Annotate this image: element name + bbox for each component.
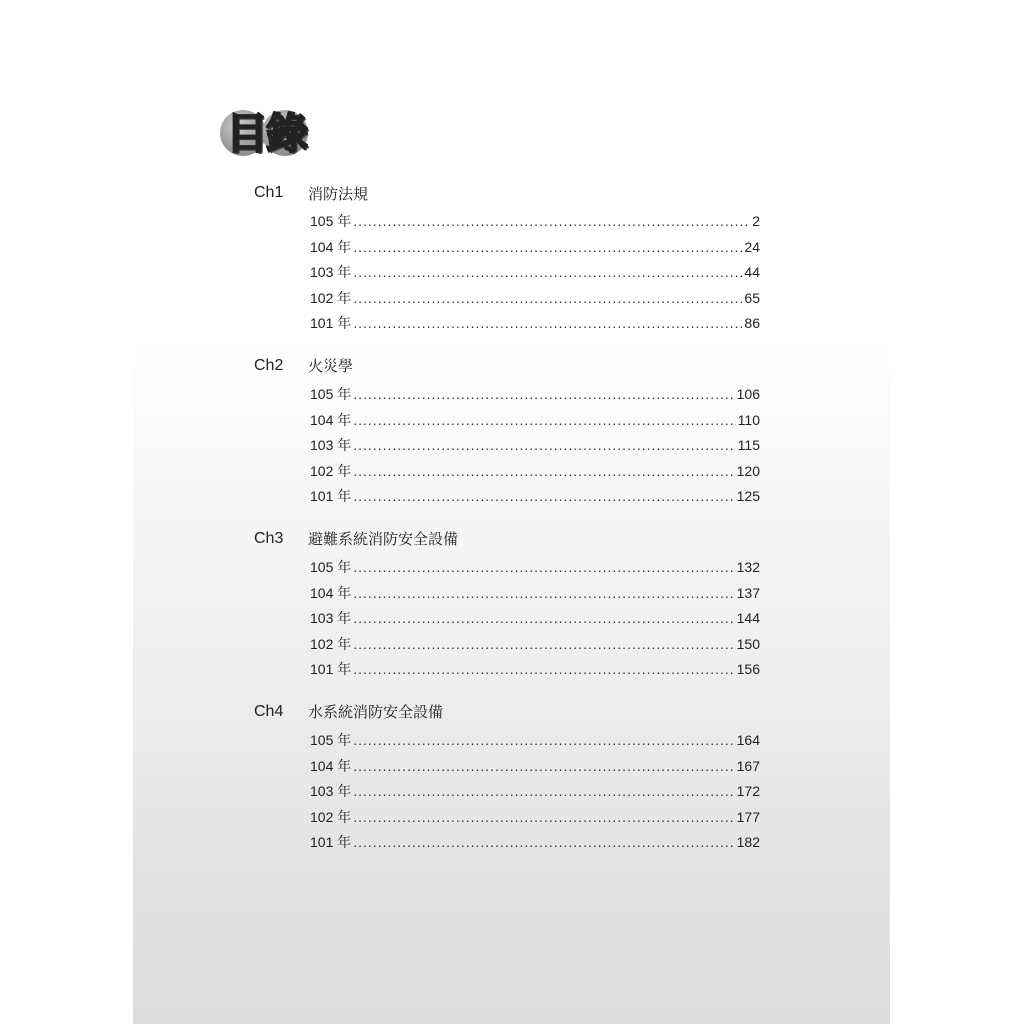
dot-leader <box>353 732 734 748</box>
dot-leader <box>353 437 735 453</box>
entry-year: 105 年 <box>310 731 352 748</box>
toc-entry[interactable] <box>310 313 760 339</box>
entry-page-number: 125 <box>736 488 760 505</box>
chapter-title: 避難系統消防安全設備 <box>308 530 459 549</box>
chapter-title: 水系統消防安全設備 <box>308 703 444 722</box>
entry-year: 104 年 <box>310 411 352 428</box>
entry-year: 105 年 <box>310 558 352 575</box>
dot-leader <box>353 463 734 479</box>
entry-year: 104 年 <box>310 238 352 255</box>
chapter-heading[interactable] <box>254 180 774 206</box>
entry-year: 102 年 <box>310 289 352 306</box>
dot-leader <box>353 412 735 428</box>
toc-entry[interactable] <box>310 557 760 583</box>
chapter-section <box>254 180 774 339</box>
entry-page-number: 156 <box>736 661 760 678</box>
dot-leader <box>353 661 734 677</box>
entry-page-number: 164 <box>736 731 760 748</box>
page-title-block <box>218 104 338 164</box>
dot-leader <box>353 585 734 601</box>
chapter-title: 消防法規 <box>308 184 369 203</box>
dot-leader <box>353 610 734 626</box>
entry-year: 104 年 <box>310 757 352 774</box>
toc-entry[interactable] <box>310 288 760 314</box>
chapter-section <box>254 353 774 512</box>
entry-page-number: 106 <box>736 385 760 402</box>
dot-leader <box>353 758 734 774</box>
entry-year: 101 年 <box>310 488 352 505</box>
entry-year: 105 年 <box>310 385 352 402</box>
entry-page-number: 172 <box>736 783 760 800</box>
dot-leader <box>353 834 734 850</box>
entry-year: 103 年 <box>310 783 352 800</box>
chapter-entries <box>254 557 760 685</box>
chapter-entries <box>254 384 760 512</box>
toc-entry[interactable] <box>310 730 760 756</box>
toc-entry[interactable] <box>310 756 760 782</box>
entry-page-number: 120 <box>736 462 760 479</box>
entry-year: 102 年 <box>310 808 352 825</box>
page-title: 目錄 <box>226 109 307 158</box>
entry-year: 101 年 <box>310 315 352 332</box>
entry-page-number: 177 <box>736 808 760 825</box>
entry-year: 105 年 <box>310 213 352 229</box>
toc-entry[interactable] <box>310 634 760 660</box>
chapter-number: Ch3 <box>254 529 284 547</box>
entry-page-number: 137 <box>736 584 760 601</box>
table-of-contents <box>254 180 774 858</box>
toc-entry[interactable] <box>310 211 760 237</box>
entry-page-number: 182 <box>736 834 760 851</box>
toc-entry[interactable] <box>310 608 760 634</box>
entry-page-number: 2 <box>752 213 760 229</box>
toc-entry[interactable] <box>310 384 760 410</box>
toc-entry[interactable] <box>310 486 760 512</box>
entry-year: 101 年 <box>310 834 352 851</box>
chapter-title: 火災學 <box>308 357 354 376</box>
toc-entry[interactable] <box>310 807 760 833</box>
chapter-section <box>254 526 774 685</box>
toc-entry[interactable] <box>310 410 760 436</box>
entry-page-number: 167 <box>736 757 760 774</box>
dot-leader <box>353 386 734 402</box>
entry-page-number: 115 <box>737 437 760 454</box>
toc-entry[interactable] <box>310 237 760 263</box>
toc-entry[interactable] <box>310 262 760 288</box>
toc-entry[interactable] <box>310 435 760 461</box>
chapter-heading[interactable] <box>254 526 774 552</box>
dot-leader <box>353 239 742 255</box>
toc-entry[interactable] <box>310 832 760 858</box>
entry-year: 103 年 <box>310 610 352 627</box>
toc-entry[interactable] <box>310 781 760 807</box>
chapter-heading[interactable] <box>254 353 774 379</box>
chapter-number: Ch2 <box>254 356 284 374</box>
chapter-number: Ch4 <box>254 702 284 720</box>
entry-page-number: 110 <box>737 411 760 428</box>
dot-leader <box>353 213 750 229</box>
chapter-entries <box>254 730 760 858</box>
entry-page-number: 65 <box>744 289 760 306</box>
entry-year: 104 年 <box>310 584 352 601</box>
dot-leader <box>353 636 734 652</box>
dot-leader <box>353 783 734 799</box>
entry-page-number: 44 <box>744 264 760 281</box>
entry-page-number: 144 <box>736 610 760 627</box>
entry-page-number: 24 <box>744 238 760 255</box>
chapter-section <box>254 699 774 858</box>
dot-leader <box>353 264 742 280</box>
toc-entry[interactable] <box>310 461 760 487</box>
chapter-entries <box>254 211 760 339</box>
entry-year: 103 年 <box>310 437 352 454</box>
dot-leader <box>353 315 742 331</box>
toc-entry[interactable] <box>310 583 760 609</box>
chapter-number: Ch1 <box>254 184 284 201</box>
entry-year: 102 年 <box>310 635 352 652</box>
dot-leader <box>353 809 734 825</box>
entry-page-number: 150 <box>736 635 760 652</box>
entry-year: 102 年 <box>310 462 352 479</box>
entry-year: 101 年 <box>310 661 352 678</box>
entry-page-number: 86 <box>744 315 760 332</box>
entry-page-number: 132 <box>736 558 760 575</box>
chapter-heading[interactable] <box>254 699 774 725</box>
dot-leader <box>353 559 734 575</box>
dot-leader <box>353 488 734 504</box>
dot-leader <box>353 290 742 306</box>
toc-entry[interactable] <box>310 659 760 685</box>
entry-year: 103 年 <box>310 264 352 281</box>
